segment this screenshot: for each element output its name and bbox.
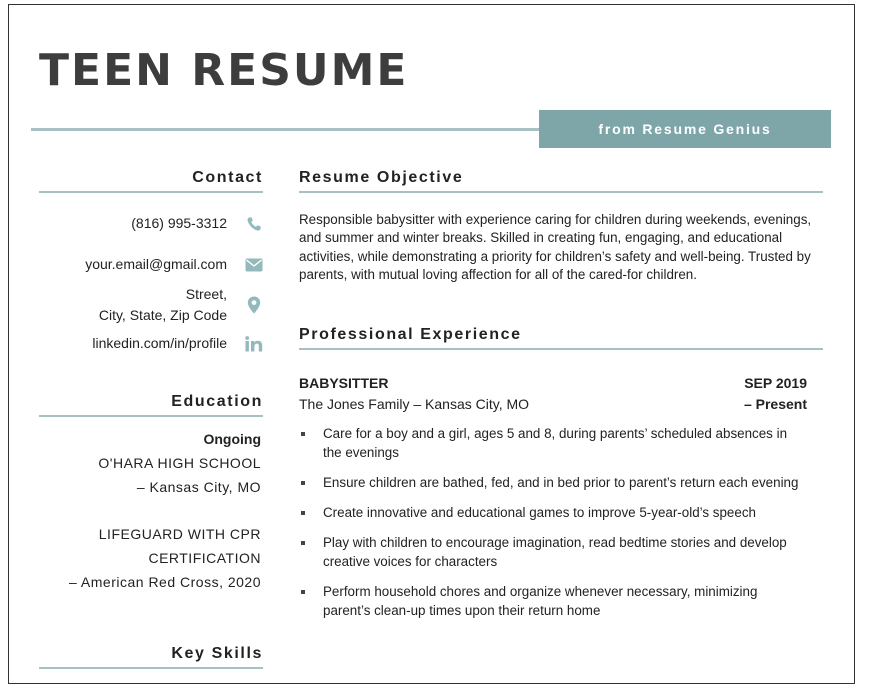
objective-heading: Resume Objective [299,169,823,193]
bullet-icon [301,541,305,545]
phone-icon [241,216,267,232]
job-bullet-text: Care for a boy and a girl, ages 5 and 8, during parents’ scheduled absences in the evenings [323,426,788,460]
job-bullet-text: Perform household chores and organize whenever necessary, minimizing parent’s clean-up times upon their return home [323,583,758,618]
phone-text: (816) 995-3312 [131,215,227,231]
cert-line-2: CERTIFICATION [148,550,261,566]
location-icon [241,296,267,314]
bullet-icon [301,481,305,485]
bullet-icon [301,432,305,436]
job-bullet-text: Ensure children are bathed, fed, and in bed prior to parent’s return each evening [323,474,799,490]
job-company: The Jones Family – Kansas City, MO [299,396,530,412]
job-date-end: – Present [743,396,807,412]
resume-title: TEEN RESUME [39,45,409,96]
school-name: O'HARA HIGH SCHOOL [98,455,261,471]
bullet-icon [301,590,305,594]
job-bullet [299,583,799,620]
job-date-start: SEP 2019 [744,375,807,391]
job-bullet-list [299,425,799,632]
source-banner: from Resume Genius [539,110,831,148]
job-title: BABYSITTER [299,375,389,391]
linkedin-icon [241,336,267,352]
job-bullet-text: Play with children to encourage imagination, read bedtime stories and develop creative voices for characters [323,535,787,569]
bullet-icon [301,511,305,515]
linkedin-text: linkedin.com/in/profile [92,335,227,351]
education-school [39,427,261,499]
cert-line-3: – American Red Cross, 2020 [69,574,261,590]
contact-email [39,254,267,275]
education-certification [39,522,261,594]
job-bullet [299,534,799,571]
skills-heading: Key Skills [39,645,263,669]
objective-text: Responsible babysitter with experience caring for children during weekends, evenings, and summer and winter breaks. Skilled in creating fun, engaging, and educational activities, while demonstrating a priority for children’s safety and well-being. Trusted by parents, with mutual loving affection for all of the cared-for children. [299,212,812,283]
address-text [99,284,227,326]
job-bullet-text: Create innovative and educational games to improve 5-year-old’s speech [323,504,756,520]
school-location: – Kansas City, MO [136,479,261,495]
street-text: Street, [185,286,227,302]
resume-page [8,4,855,684]
job-bullet [299,504,799,523]
education-heading: Education [39,393,263,417]
job-bullet [299,474,799,493]
cert-line-1: LIFEGUARD WITH CPR [98,526,261,542]
job-bullet [299,425,799,462]
contact-address [39,284,267,326]
email-icon [241,258,267,272]
email-text: your.email@gmail.com [85,256,227,272]
city-text: City, State, Zip Code [98,307,227,323]
contact-heading: Contact [39,169,263,193]
contact-linkedin [39,333,267,354]
title-divider [31,128,551,131]
contact-phone [39,213,267,234]
education-status: Ongoing [203,431,261,447]
experience-heading: Professional Experience [299,326,823,350]
